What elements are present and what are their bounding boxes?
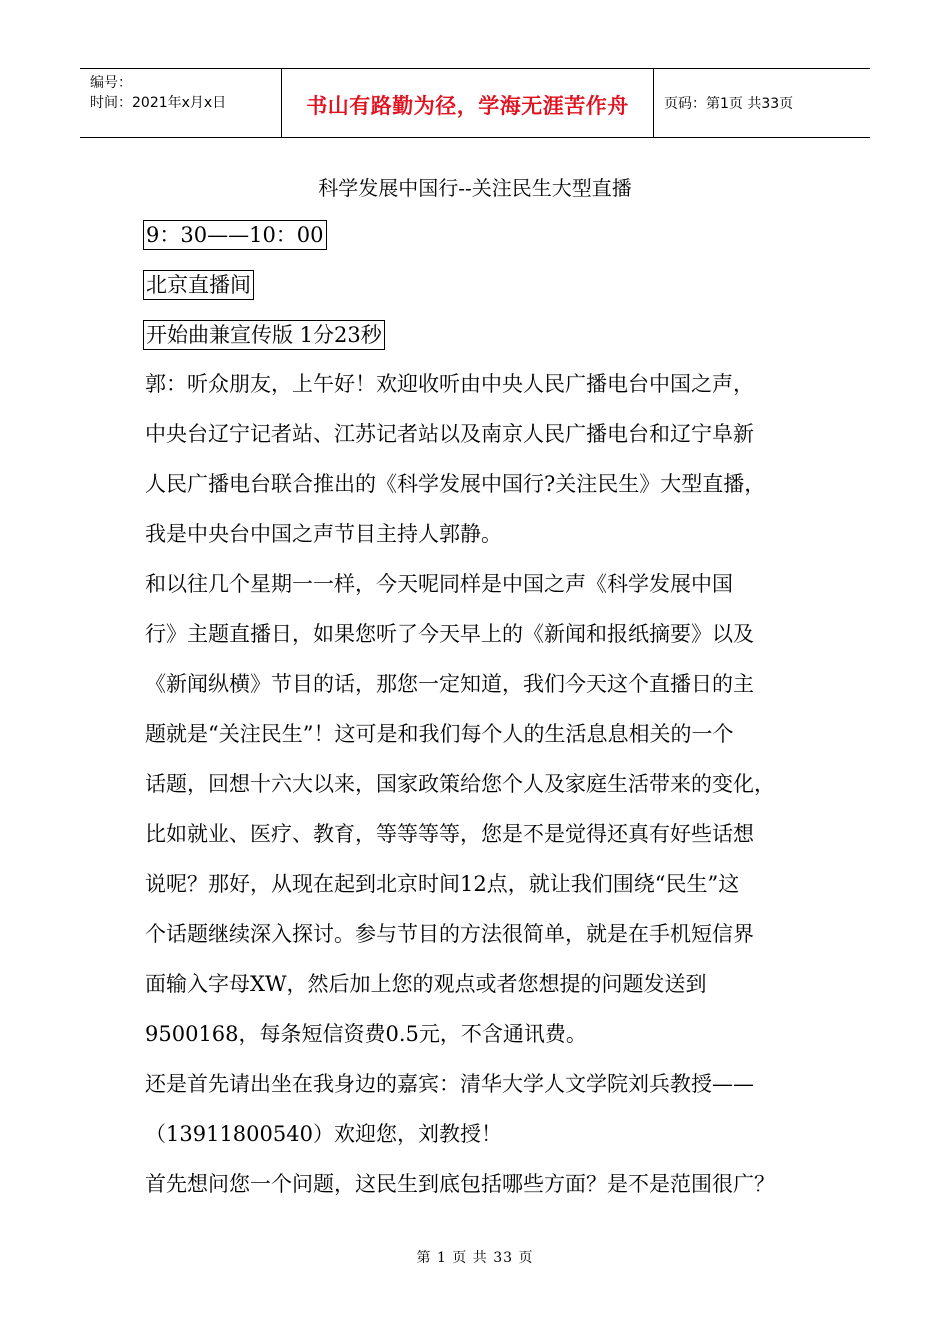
segment-label: 开始曲兼宣传版 1分23秒 xyxy=(143,320,385,350)
text-line: 话题，回想十六大以来，国家政策给您个人及家庭生活带来的变化， xyxy=(145,772,775,796)
text-line: 和以往几个星期一一样，今天呢同样是中国之声《科学发展中国 xyxy=(145,572,733,596)
paragraph-intro xyxy=(145,366,825,566)
text-line: 行》主题直播日，如果您听了今天早上的《新闻和报纸摘要》以及 xyxy=(145,622,754,646)
text-line: 我是中央台中国之声节目主持人郭静。 xyxy=(145,522,502,546)
header-meta xyxy=(80,69,282,137)
paragraph-topic xyxy=(145,566,825,1066)
text-line: 郭：听众朋友，上午好！欢迎收听由中央人民广播电台中国之声， xyxy=(145,372,754,396)
text-line: 9500168，每条短信资费0.5元，不含通讯费。 xyxy=(145,1022,587,1046)
document-title: 科学发展中国行--关注民生大型直播 xyxy=(318,176,632,200)
text-line: 《新闻纵横》节目的话，那您一定知道，我们今天这个直播日的主 xyxy=(145,672,754,696)
text-line: 题就是“关注民生”！这可是和我们每个人的生活息息相关的一个 xyxy=(145,722,734,746)
text-line: 首先想问您一个问题，这民生到底包括哪些方面？是不是范围很广？ xyxy=(145,1172,775,1196)
text-line: 人民广播电台联合推出的《科学发展中国行?关注民生》大型直播， xyxy=(145,472,766,496)
header-motto-cell xyxy=(282,69,654,137)
text-line: 比如就业、医疗、教育，等等等等，您是不是觉得还真有好些话想 xyxy=(145,822,754,846)
text-line: 还是首先请出坐在我身边的嘉宾：清华大学人文学院刘兵教授—— xyxy=(145,1072,754,1096)
time-slot: 9：30——10：00 xyxy=(143,220,327,250)
text-line: 说呢？那好，从现在起到北京时间12点，就让我们围绕“民生”这 xyxy=(145,872,740,896)
motto-text: 书山有路勤为径，学海无涯苦作舟 xyxy=(306,93,629,118)
text-line: 个话题继续深入探讨。参与节目的方法很简单，就是在手机短信界 xyxy=(145,922,754,946)
page-header xyxy=(80,68,870,138)
page-footer: 第 1 页 共 33 页 xyxy=(416,1250,534,1266)
header-page-info xyxy=(654,69,870,137)
text-line: 面输入字母XW，然后加上您的观点或者您想提的问题发送到 xyxy=(145,972,707,996)
number-label: 编号： xyxy=(90,75,132,91)
text-line: 中央台辽宁记者站、江苏记者站以及南京人民广播电台和辽宁阜新 xyxy=(145,422,754,446)
studio-label: 北京直播间 xyxy=(143,270,254,300)
paragraph-guest xyxy=(145,1066,825,1166)
paragraph-question xyxy=(145,1166,825,1216)
time-label: 时间：2021年x月x日 xyxy=(90,95,227,111)
text-line: （13911800540）欢迎您，刘教授！ xyxy=(145,1122,502,1146)
page-info-text: 页码：第1页 共33页 xyxy=(664,96,794,112)
